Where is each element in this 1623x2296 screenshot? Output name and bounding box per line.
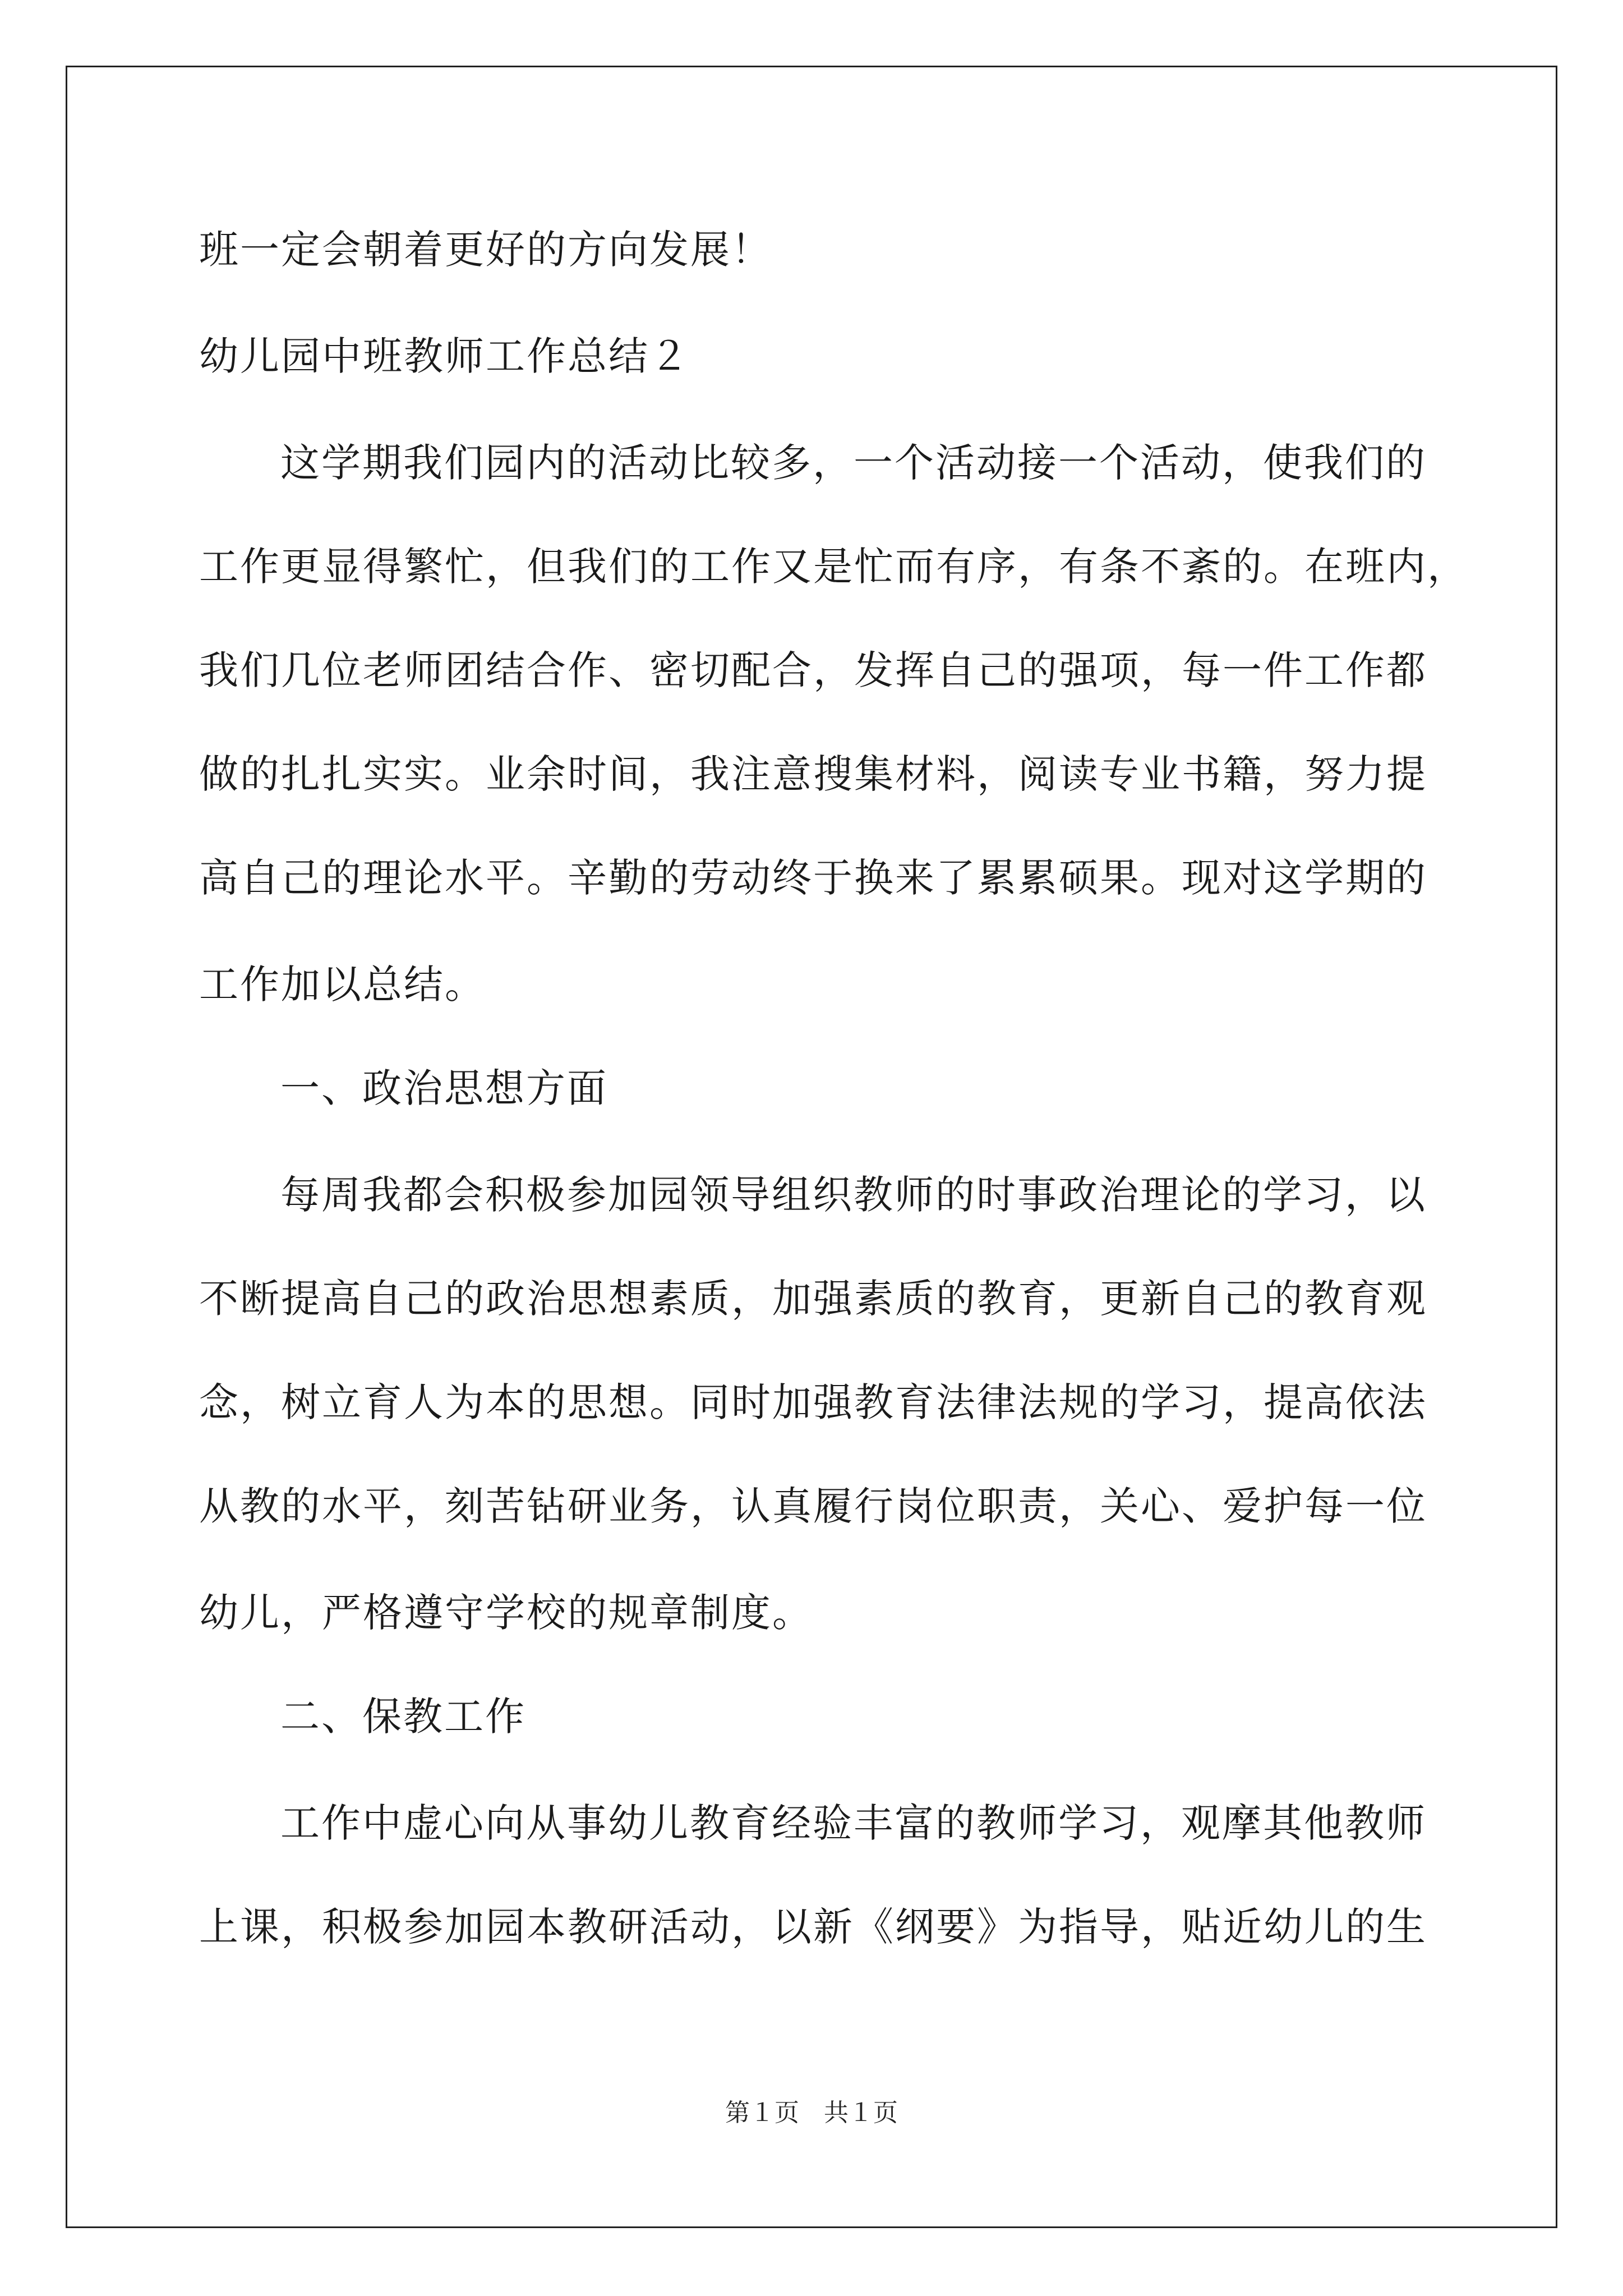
paragraph-line: 幼儿，严格遵守学校的规章制度。 [199, 1590, 813, 1636]
paragraph-line: 工作中虚心向从事幼儿教育经验丰富的教师学习，观摩其他教师 [280, 1800, 1427, 1846]
paragraph-line: 每周我都会积极参加园领导组织教师的时事政治理论的学习，以 [280, 1172, 1427, 1218]
paragraph-line: 从教的水平，刻苦钻研业务，认真履行岗位职责，关心、爱护每一位 [199, 1483, 1427, 1529]
text-line-continuation: 班一定会朝着更好的方向发展！ [199, 227, 772, 273]
paragraph-line: 这学期我们园内的活动比较多，一个活动接一个活动，使我们的 [280, 440, 1427, 486]
paragraph-line: 念，树立育人为本的思想。同时加强教育法律法规的学习，提高依法 [199, 1379, 1427, 1425]
paragraph-line: 工作更显得繁忙，但我们的工作又是忙而有序，有条不紊的。在班内， [199, 544, 1468, 590]
section-title: 幼儿园中班教师工作总结２ [199, 333, 690, 379]
paragraph-line: 工作加以总结。 [199, 961, 486, 1007]
subheading-teaching: 二、保教工作 [280, 1694, 526, 1740]
paragraph-line: 做的扎扎实实。业余时间，我注意搜集材料，阅读专业书籍，努力提 [199, 751, 1427, 797]
subheading-politics: 一、政治思想方面 [280, 1065, 608, 1111]
page-footer: 第１页 共１页 [725, 2099, 898, 2127]
paragraph-line: 不断提高自己的政治思想素质，加强素质的教育，更新自己的教育观 [199, 1276, 1427, 1322]
paragraph-line: 上课，积极参加园本教研活动，以新《纲要》为指导，贴近幼儿的生 [199, 1904, 1427, 1950]
paragraph-line: 我们几位老师团结合作、密切配合，发挥自己的强项，每一件工作都 [199, 647, 1427, 693]
paragraph-line: 高自己的理论水平。辛勤的劳动终于换来了累累硕果。现对这学期的 [199, 855, 1427, 901]
